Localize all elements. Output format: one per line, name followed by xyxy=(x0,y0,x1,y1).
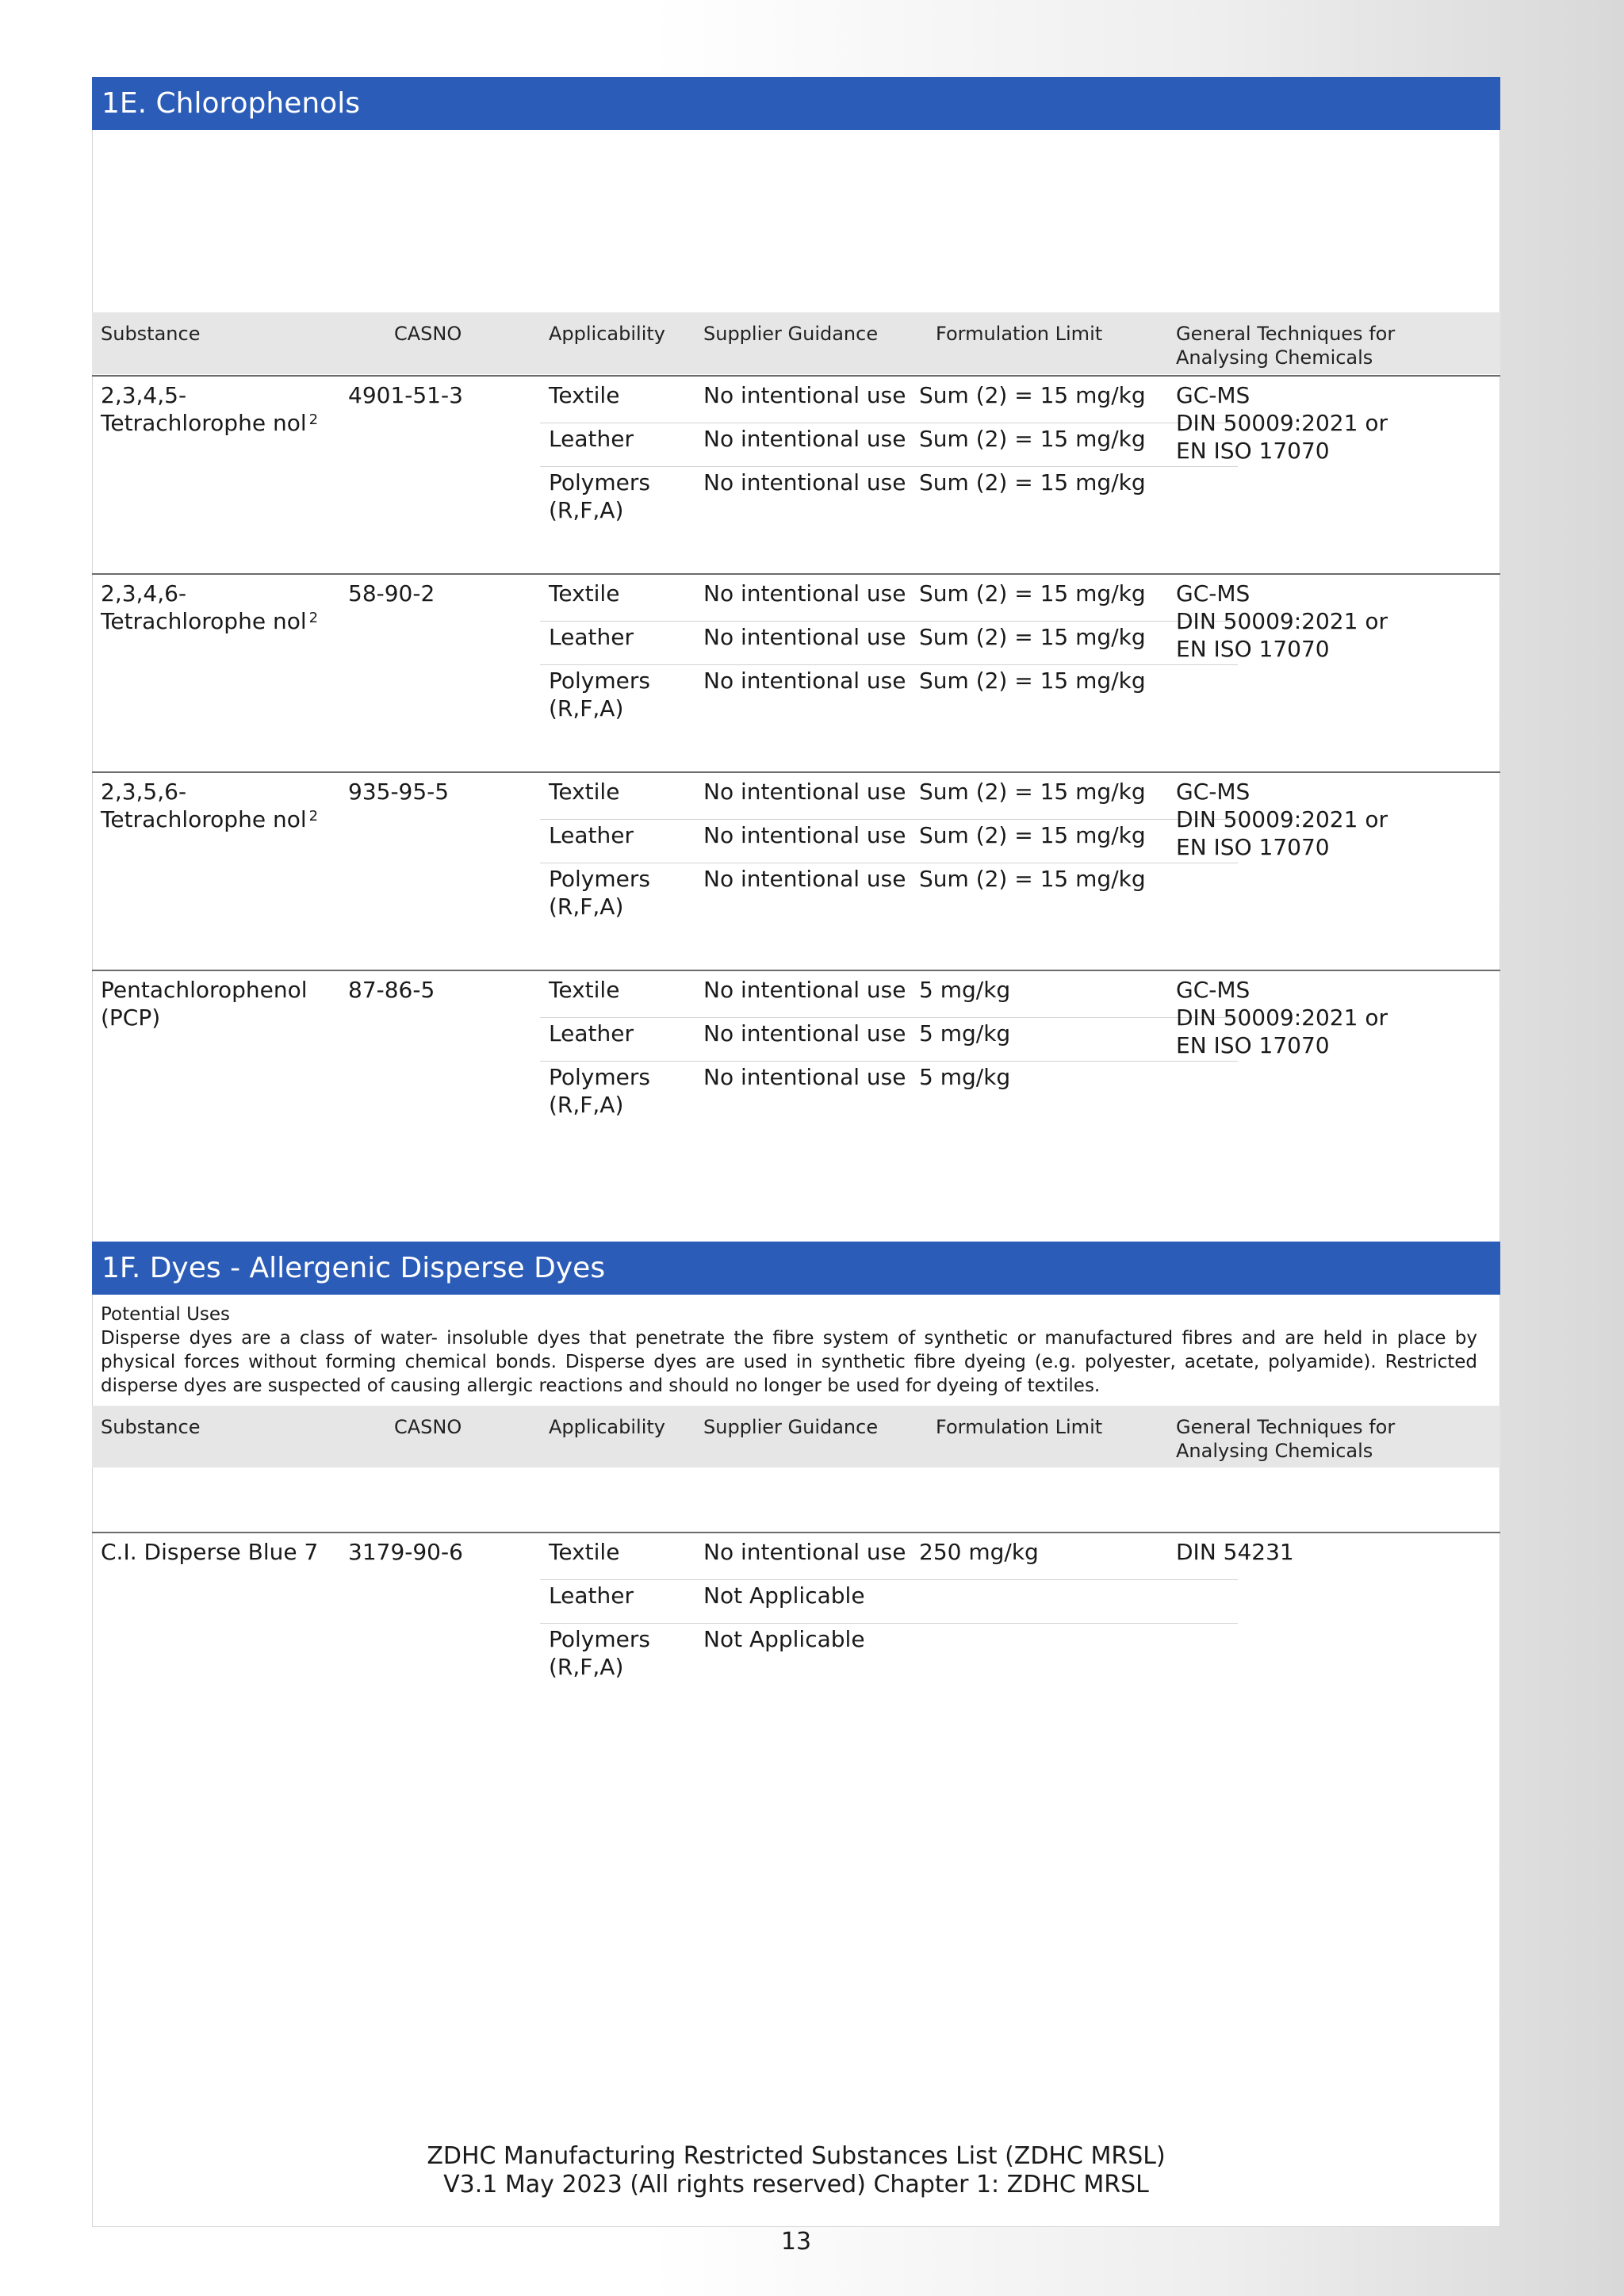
applicability-row xyxy=(540,578,1238,622)
applicability-cell: Polymers (R,F,A) xyxy=(549,1064,650,1118)
technique-line: EN ISO 17070 xyxy=(1176,438,1330,464)
applicability-block xyxy=(540,578,1238,729)
technique-line: DIN 50009:2021 or xyxy=(1176,410,1388,436)
substance-name: 2,3,5,6-Tetrachlorophe nol xyxy=(101,779,307,832)
applicability-cell: Leather xyxy=(549,624,634,650)
casno-cell: 58-90-2 xyxy=(348,580,435,607)
applicability-cell: Leather xyxy=(549,426,634,452)
supplier-guidance-cell: No intentional use xyxy=(703,624,906,650)
footer-line-2: V3.1 May 2023 (All rights reserved) Chapter 1: ZDHC MRSL xyxy=(443,2171,1149,2198)
applicability-row xyxy=(540,622,1238,665)
applicability-cell: Polymers (R,F,A) xyxy=(549,1626,650,1680)
header-substance: Substance xyxy=(101,1416,201,1438)
technique-line: DIN 50009:2021 or xyxy=(1176,1004,1388,1031)
techniques-cell xyxy=(1176,580,1388,663)
table-row xyxy=(92,773,1500,970)
applicability-row xyxy=(540,423,1238,467)
applicability-row xyxy=(540,1580,1238,1624)
potential-uses-label: Potential Uses xyxy=(101,1304,231,1325)
formulation-limit-cell: Sum (2) = 15 mg/kg xyxy=(919,779,1146,805)
supplier-guidance-cell: No intentional use xyxy=(703,382,906,408)
applicability-block xyxy=(540,974,1238,1125)
casno-cell: 935-95-5 xyxy=(348,779,450,805)
table-row xyxy=(92,575,1500,771)
substance-cell xyxy=(101,1538,339,1566)
substance-name: 2,3,4,6-Tetrachlorophe nol xyxy=(101,580,307,634)
formulation-limit-cell: 5 mg/kg xyxy=(919,1064,1011,1090)
header-applicability: Applicability xyxy=(549,1416,665,1438)
footer xyxy=(92,2142,1500,2199)
substance-cell xyxy=(101,580,339,635)
supplier-guidance-cell: No intentional use xyxy=(703,822,906,848)
formulation-limit-cell: Sum (2) = 15 mg/kg xyxy=(919,822,1146,848)
header-formulation-limit: Formulation Limit xyxy=(936,1416,1103,1438)
supplier-guidance-cell: No intentional use xyxy=(703,1064,906,1090)
footer-line-1: ZDHC Manufacturing Restricted Substances List (ZDHC MRSL) xyxy=(427,2142,1166,2170)
applicability-cell: Textile xyxy=(549,382,620,408)
header-casno: CASNO xyxy=(394,1416,462,1438)
applicability-block xyxy=(540,380,1238,530)
technique-line: GC-MS xyxy=(1176,580,1251,607)
supplier-guidance-cell: No intentional use xyxy=(703,1539,906,1565)
applicability-row xyxy=(540,820,1238,863)
header-supplier-guidance: Supplier Guidance xyxy=(703,1416,879,1438)
header-techniques: General Techniques for Analysing Chemicals xyxy=(1176,1416,1396,1462)
formulation-limit-cell: 5 mg/kg xyxy=(919,1020,1011,1047)
supplier-guidance-cell: No intentional use xyxy=(703,426,906,452)
header-substance: Substance xyxy=(101,323,201,345)
applicability-row xyxy=(540,974,1238,1018)
applicability-cell: Textile xyxy=(549,977,620,1003)
substance-name: 2,3,4,5-Tetrachlorophe nol xyxy=(101,382,307,436)
table-row xyxy=(92,971,1500,1168)
applicability-row xyxy=(540,863,1238,927)
header-techniques: General Techniques for Analysing Chemicals xyxy=(1176,323,1396,369)
applicability-row xyxy=(540,665,1238,729)
technique-line: GC-MS xyxy=(1176,382,1251,408)
applicability-cell: Polymers (R,F,A) xyxy=(549,866,650,920)
supplier-guidance-cell: Not Applicable xyxy=(703,1582,865,1609)
applicability-row xyxy=(540,1062,1238,1125)
formulation-limit-cell: Sum (2) = 15 mg/kg xyxy=(919,382,1146,408)
table-header-dyes xyxy=(92,1406,1500,1468)
substance-cell xyxy=(101,778,339,833)
applicability-row xyxy=(540,1536,1238,1580)
technique-line: EN ISO 17070 xyxy=(1176,834,1330,860)
casno-cell: 87-86-5 xyxy=(348,977,435,1003)
applicability-cell: Leather xyxy=(549,1582,634,1609)
applicability-cell: Textile xyxy=(549,1539,620,1565)
supplier-guidance-cell: No intentional use xyxy=(703,779,906,805)
techniques-cell xyxy=(1176,1538,1294,1566)
applicability-row xyxy=(540,380,1238,423)
applicability-row xyxy=(540,467,1238,530)
section-title-dyes: 1F. Dyes - Allergenic Disperse Dyes xyxy=(92,1242,1500,1295)
applicability-row xyxy=(540,1018,1238,1062)
header-casno: CASNO xyxy=(394,323,462,345)
supplier-guidance-cell: No intentional use xyxy=(703,977,906,1003)
technique-line: GC-MS xyxy=(1176,977,1251,1003)
applicability-cell: Textile xyxy=(549,779,620,805)
substance-cell xyxy=(101,976,339,1031)
formulation-limit-cell: Sum (2) = 15 mg/kg xyxy=(919,426,1146,452)
footnote-marker: 2 xyxy=(308,808,319,825)
supplier-guidance-cell: No intentional use xyxy=(703,668,906,694)
formulation-limit-cell: 5 mg/kg xyxy=(919,977,1011,1003)
header-supplier-guidance: Supplier Guidance xyxy=(703,323,879,345)
table-row xyxy=(92,377,1500,573)
substance-name: C.I. Disperse Blue 7 xyxy=(101,1539,319,1565)
applicability-cell: Leather xyxy=(549,1020,634,1047)
potential-uses xyxy=(101,1303,1477,1398)
formulation-limit-cell: Sum (2) = 15 mg/kg xyxy=(919,580,1146,607)
formulation-limit-cell: Sum (2) = 15 mg/kg xyxy=(919,469,1146,496)
techniques-cell xyxy=(1176,976,1388,1059)
applicability-row xyxy=(540,1624,1238,1687)
section-title-chlorophenols: 1E. Chlorophenols xyxy=(92,77,1500,130)
applicability-row xyxy=(540,776,1238,820)
technique-line: EN ISO 17070 xyxy=(1176,1032,1330,1058)
applicability-cell: Polymers (R,F,A) xyxy=(549,668,650,721)
applicability-block xyxy=(540,776,1238,927)
footnote-marker: 2 xyxy=(308,411,319,428)
casno-cell: 4901-51-3 xyxy=(348,382,463,408)
potential-uses-text: Disperse dyes are a class of water- insoluble dyes that penetrate the fibre system of synthetic or manufactured fibres and are held in place by physical forces without forming chemical bonds. Disperse dyes are used in synthetic fibre dyeing (e.g. polyester, acetate, polyamide). Restricted disperse dyes are suspected of causing allergic reactions and should no longer be used for dyeing of textiles. xyxy=(101,1328,1477,1396)
applicability-cell: Polymers (R,F,A) xyxy=(549,469,650,523)
supplier-guidance-cell: No intentional use xyxy=(703,1020,906,1047)
technique-line: DIN 50009:2021 or xyxy=(1176,806,1388,832)
supplier-guidance-cell: No intentional use xyxy=(703,469,906,496)
substance-cell xyxy=(101,381,339,437)
technique-line: DIN 50009:2021 or xyxy=(1176,608,1388,634)
table-header-chlorophenols xyxy=(92,312,1500,374)
applicability-cell: Textile xyxy=(549,580,620,607)
table-row xyxy=(92,1533,1500,1730)
formulation-limit-cell: Sum (2) = 15 mg/kg xyxy=(919,668,1146,694)
footnote-marker: 2 xyxy=(308,610,319,626)
casno-cell: 3179-90-6 xyxy=(348,1539,463,1565)
technique-line: EN ISO 17070 xyxy=(1176,636,1330,662)
supplier-guidance-cell: Not Applicable xyxy=(703,1626,865,1652)
techniques-cell xyxy=(1176,381,1388,465)
header-formulation-limit: Formulation Limit xyxy=(936,323,1103,345)
supplier-guidance-cell: No intentional use xyxy=(703,580,906,607)
formulation-limit-cell: Sum (2) = 15 mg/kg xyxy=(919,866,1146,892)
applicability-block xyxy=(540,1536,1238,1687)
page-number: 13 xyxy=(780,2228,812,2256)
substance-name: Pentachlorophenol (PCP) xyxy=(101,977,308,1031)
technique-line: DIN 54231 xyxy=(1176,1539,1294,1565)
technique-line: GC-MS xyxy=(1176,779,1251,805)
formulation-limit-cell: 250 mg/kg xyxy=(919,1539,1039,1565)
applicability-cell: Leather xyxy=(549,822,634,848)
formulation-limit-cell: Sum (2) = 15 mg/kg xyxy=(919,624,1146,650)
header-applicability: Applicability xyxy=(549,323,665,345)
supplier-guidance-cell: No intentional use xyxy=(703,866,906,892)
techniques-cell xyxy=(1176,778,1388,861)
